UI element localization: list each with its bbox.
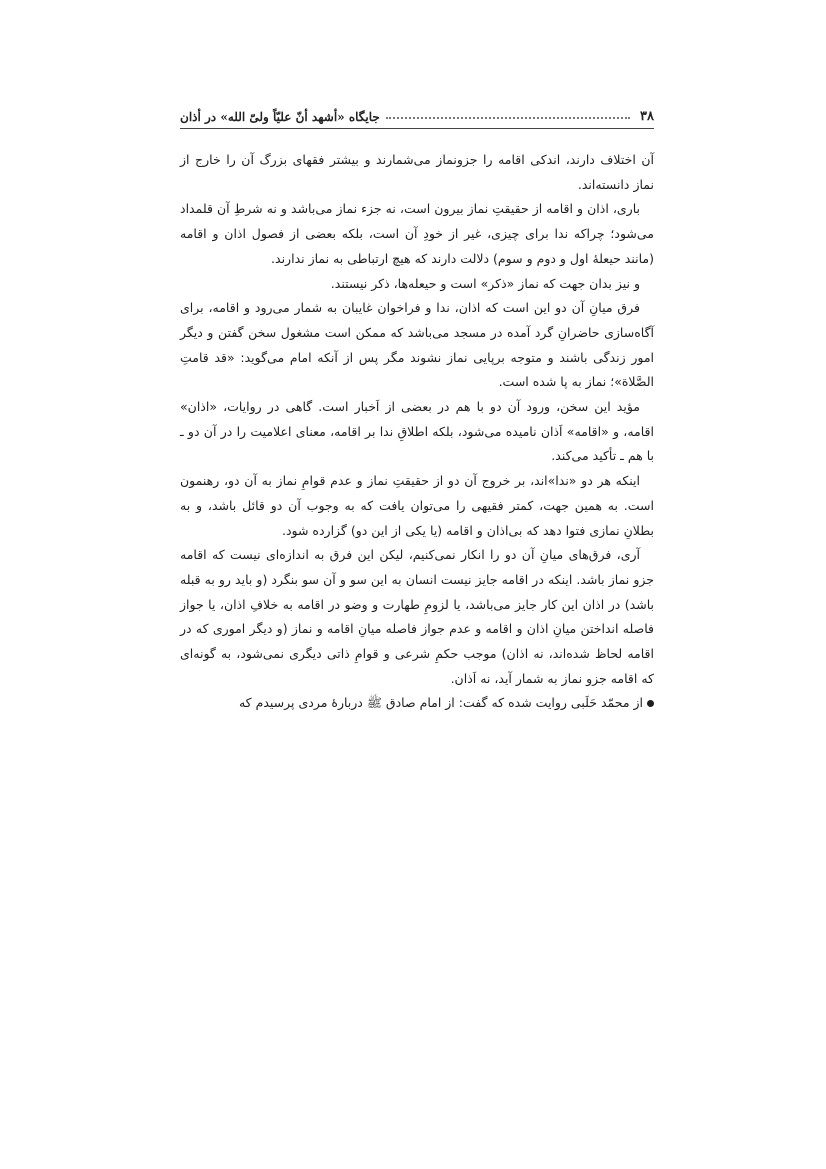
paragraph: و نیز بدان جهت که نماز «ذکر» است و حیعله‌ها، ذکر نیستند.: [330, 275, 640, 291]
body-text: [180, 148, 654, 716]
leader-dots: [386, 117, 630, 119]
paragraph: آن اختلاف دارند، اندکی اقامه را جزونماز می‌شمارند و بیشتر فقهای بزرگ آن را خارج از نماز دانسته‌اند.: [180, 152, 654, 192]
page-number: ۳۸: [640, 109, 654, 124]
paragraph: فرق میانِ آن دو این است که اذان، ندا و فراخوان غایبان به شمار می‌رود و اقامه، برای آگاه‌سازی حاضرانِ گرد آمده در مسجد می‌باشد که ممکن است مشغول سخن گفتن و دیگر امور زندگی باشند و متوجه برپایی نماز نشوند مگر پس از آنکه امام می‌گوید: «قد قامتِ الصَّلاة»؛ نماز به پا شده است.: [180, 300, 654, 390]
paragraph: باری، اذان و اقامه از حقیقتِ نماز بیرون است، نه جزء نماز می‌باشد و نه شرطِ آن قلمداد می‌شود؛ چراکه ندا برای چیزی، غیر از خودِ آن است، بلکه بعضی از فصول اذان و اقامه (مانند حیعلهٔ اول و دوم و سوم) دلالت دارند که هیچ ارتباطی به نماز ندارند.: [180, 201, 654, 266]
hadith-text: از محمّد حَلَبی روایت شده که گفت: از امام صادق ﷺ دربارهٔ مردی پرسیدم که: [238, 695, 643, 711]
paragraph: آری، فرق‌های میانِ آن دو را انکار نمی‌کنیم، لیکن این فرق به اندازه‌ای نیست که اقامه جزو نماز باشد. اینکه در اقامه جایز نیست انسان به این سو و آن سو بنگرد (و باید رو به قبله باشد) در اذان این کار جایز می‌باشد، یا لزومِ طهارت و وضو در اقامه به خلافِ اذان، یا جواز فاصله انداختن میانِ اذان و اقامه و عدم جواز فاصله میانِ اقامه و نماز (و دیگر اموری که در اقامه لحاظ شده‌اند، نه اذان) موجب حکمِ شرعی و قوامِ ذاتی دیگری نمی‌شود، به گونه‌ای که اقامه جزو نماز به شمار آید، نه اَذان.: [180, 547, 654, 686]
page-header: [180, 102, 654, 129]
paragraph: اینکه هر دو «ندا»اند، بر خروج آن دو از حقیقتِ نماز و عدم قوامِ نماز به آن دو، رهنمون است. به همین جهت، کمتر فقیهی را می‌توان یافت که به وجوب آن دو قائل باشد، و به بطلانِ نمازی فتوا دهد که بی‌اذان و اقامه (یا یکی از این دو) گزارده شود.: [180, 473, 654, 538]
bullet-icon: [647, 700, 654, 707]
running-title: جایگاه «أشهد أنّ علیّاً ولیّ الله» در أذان: [180, 110, 380, 124]
hadith-paragraph: [180, 691, 654, 716]
paragraph: مؤید این سخن، ورود آن دو با هم در بعضی از اَخبار است. گاهی در روایات، «اذان» اقامه، و «اقامه» اَذان نامیده می‌شود، بلکه اطلاقِ ندا بر اقامه، معنای اعلامیت را در آن دو ـ با هم ـ تأکید می‌کند.: [180, 399, 654, 464]
